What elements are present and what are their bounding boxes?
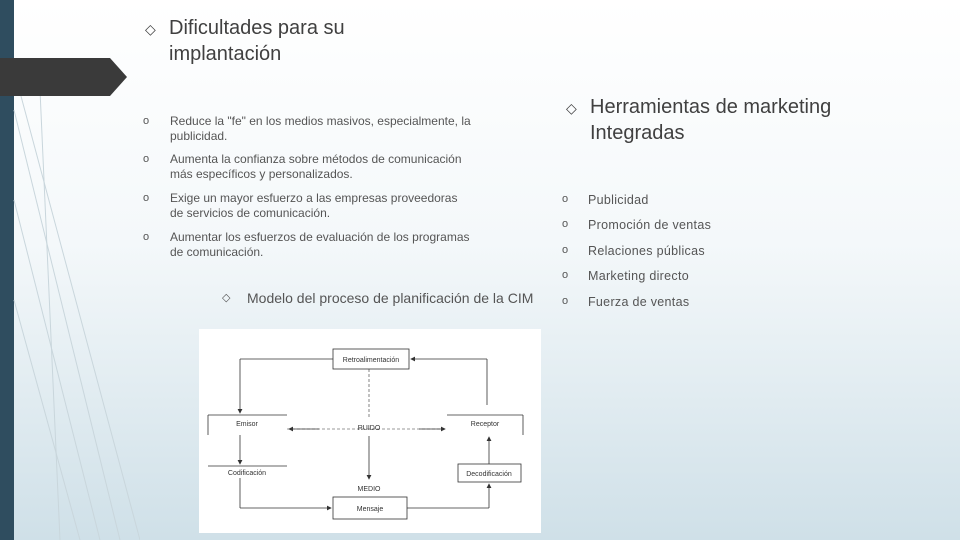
circle-bullet-icon: o [562, 193, 569, 205]
tool-label: Publicidad [588, 193, 649, 207]
title-tab [0, 58, 127, 96]
difficulty-line1: Reduce la "fe" en los medios masivos, especialmente, la [170, 114, 471, 128]
tool-label: Promoción de ventas [588, 218, 712, 232]
circle-bullet-icon: o [562, 218, 569, 230]
ruido-label: RUIDO [357, 425, 381, 432]
tool-item [562, 295, 690, 309]
communication-model-diagram [199, 329, 541, 533]
tool-label: Relaciones públicas [588, 244, 705, 258]
circle-bullet-icon: o [143, 153, 150, 165]
difficulties-heading-line1: Dificultades para su [169, 17, 345, 39]
tools-heading-line1: Herramientas de marketing [590, 96, 832, 118]
emisor-label: Emisor [236, 421, 258, 428]
difficulty-item [143, 230, 470, 260]
difficulty-item [143, 152, 462, 182]
tool-label: Fuerza de ventas [588, 295, 690, 309]
diamond-bullet-icon: ◇ [145, 21, 156, 37]
difficulty-line1: Aumenta la confianza sobre métodos de comunicación [170, 152, 462, 166]
diamond-bullet-icon: ◇ [222, 292, 231, 304]
circle-bullet-icon: o [562, 295, 569, 307]
difficulty-line1: Aumentar los esfuerzos de evaluación de los programas [170, 230, 470, 244]
difficulty-line2: publicidad. [170, 129, 228, 143]
circle-bullet-icon: o [143, 231, 150, 243]
medio-label: MEDIO [357, 486, 381, 493]
circle-bullet-icon: o [562, 269, 569, 281]
circle-bullet-icon: o [143, 115, 150, 127]
difficulty-item [143, 191, 458, 221]
difficulty-item [143, 114, 471, 144]
tool-label: Marketing directo [588, 269, 689, 283]
difficulty-line2: más específicos y personalizados. [170, 167, 353, 181]
difficulty-line2: de comunicación. [170, 245, 264, 259]
codificacion-label: Codificación [227, 470, 267, 477]
tool-item [562, 193, 649, 207]
model-heading [222, 290, 534, 306]
mensaje-label: Mensaje [356, 506, 384, 513]
diamond-bullet-icon: ◇ [566, 100, 577, 116]
tools-heading-line2: Integradas [590, 122, 685, 144]
circle-bullet-icon: o [562, 244, 569, 256]
difficulty-line1: Exige un mayor esfuerzo a las empresas proveedoras [170, 191, 458, 205]
circle-bullet-icon: o [143, 192, 150, 204]
receptor-label: Receptor [470, 421, 500, 428]
tool-item [562, 244, 705, 258]
tool-item [562, 269, 689, 283]
difficulties-heading-line2: implantación [169, 43, 282, 65]
tools-heading [566, 94, 832, 146]
tool-item [562, 218, 712, 232]
model-heading-text: Modelo del proceso de planificación de la CIM [247, 290, 534, 306]
feedback-label: Retroalimentación [342, 357, 400, 364]
difficulties-heading [145, 15, 345, 67]
decodificacion-label: Decodificación [466, 471, 512, 478]
difficulty-line2: de servicios de comunicación. [170, 206, 331, 220]
